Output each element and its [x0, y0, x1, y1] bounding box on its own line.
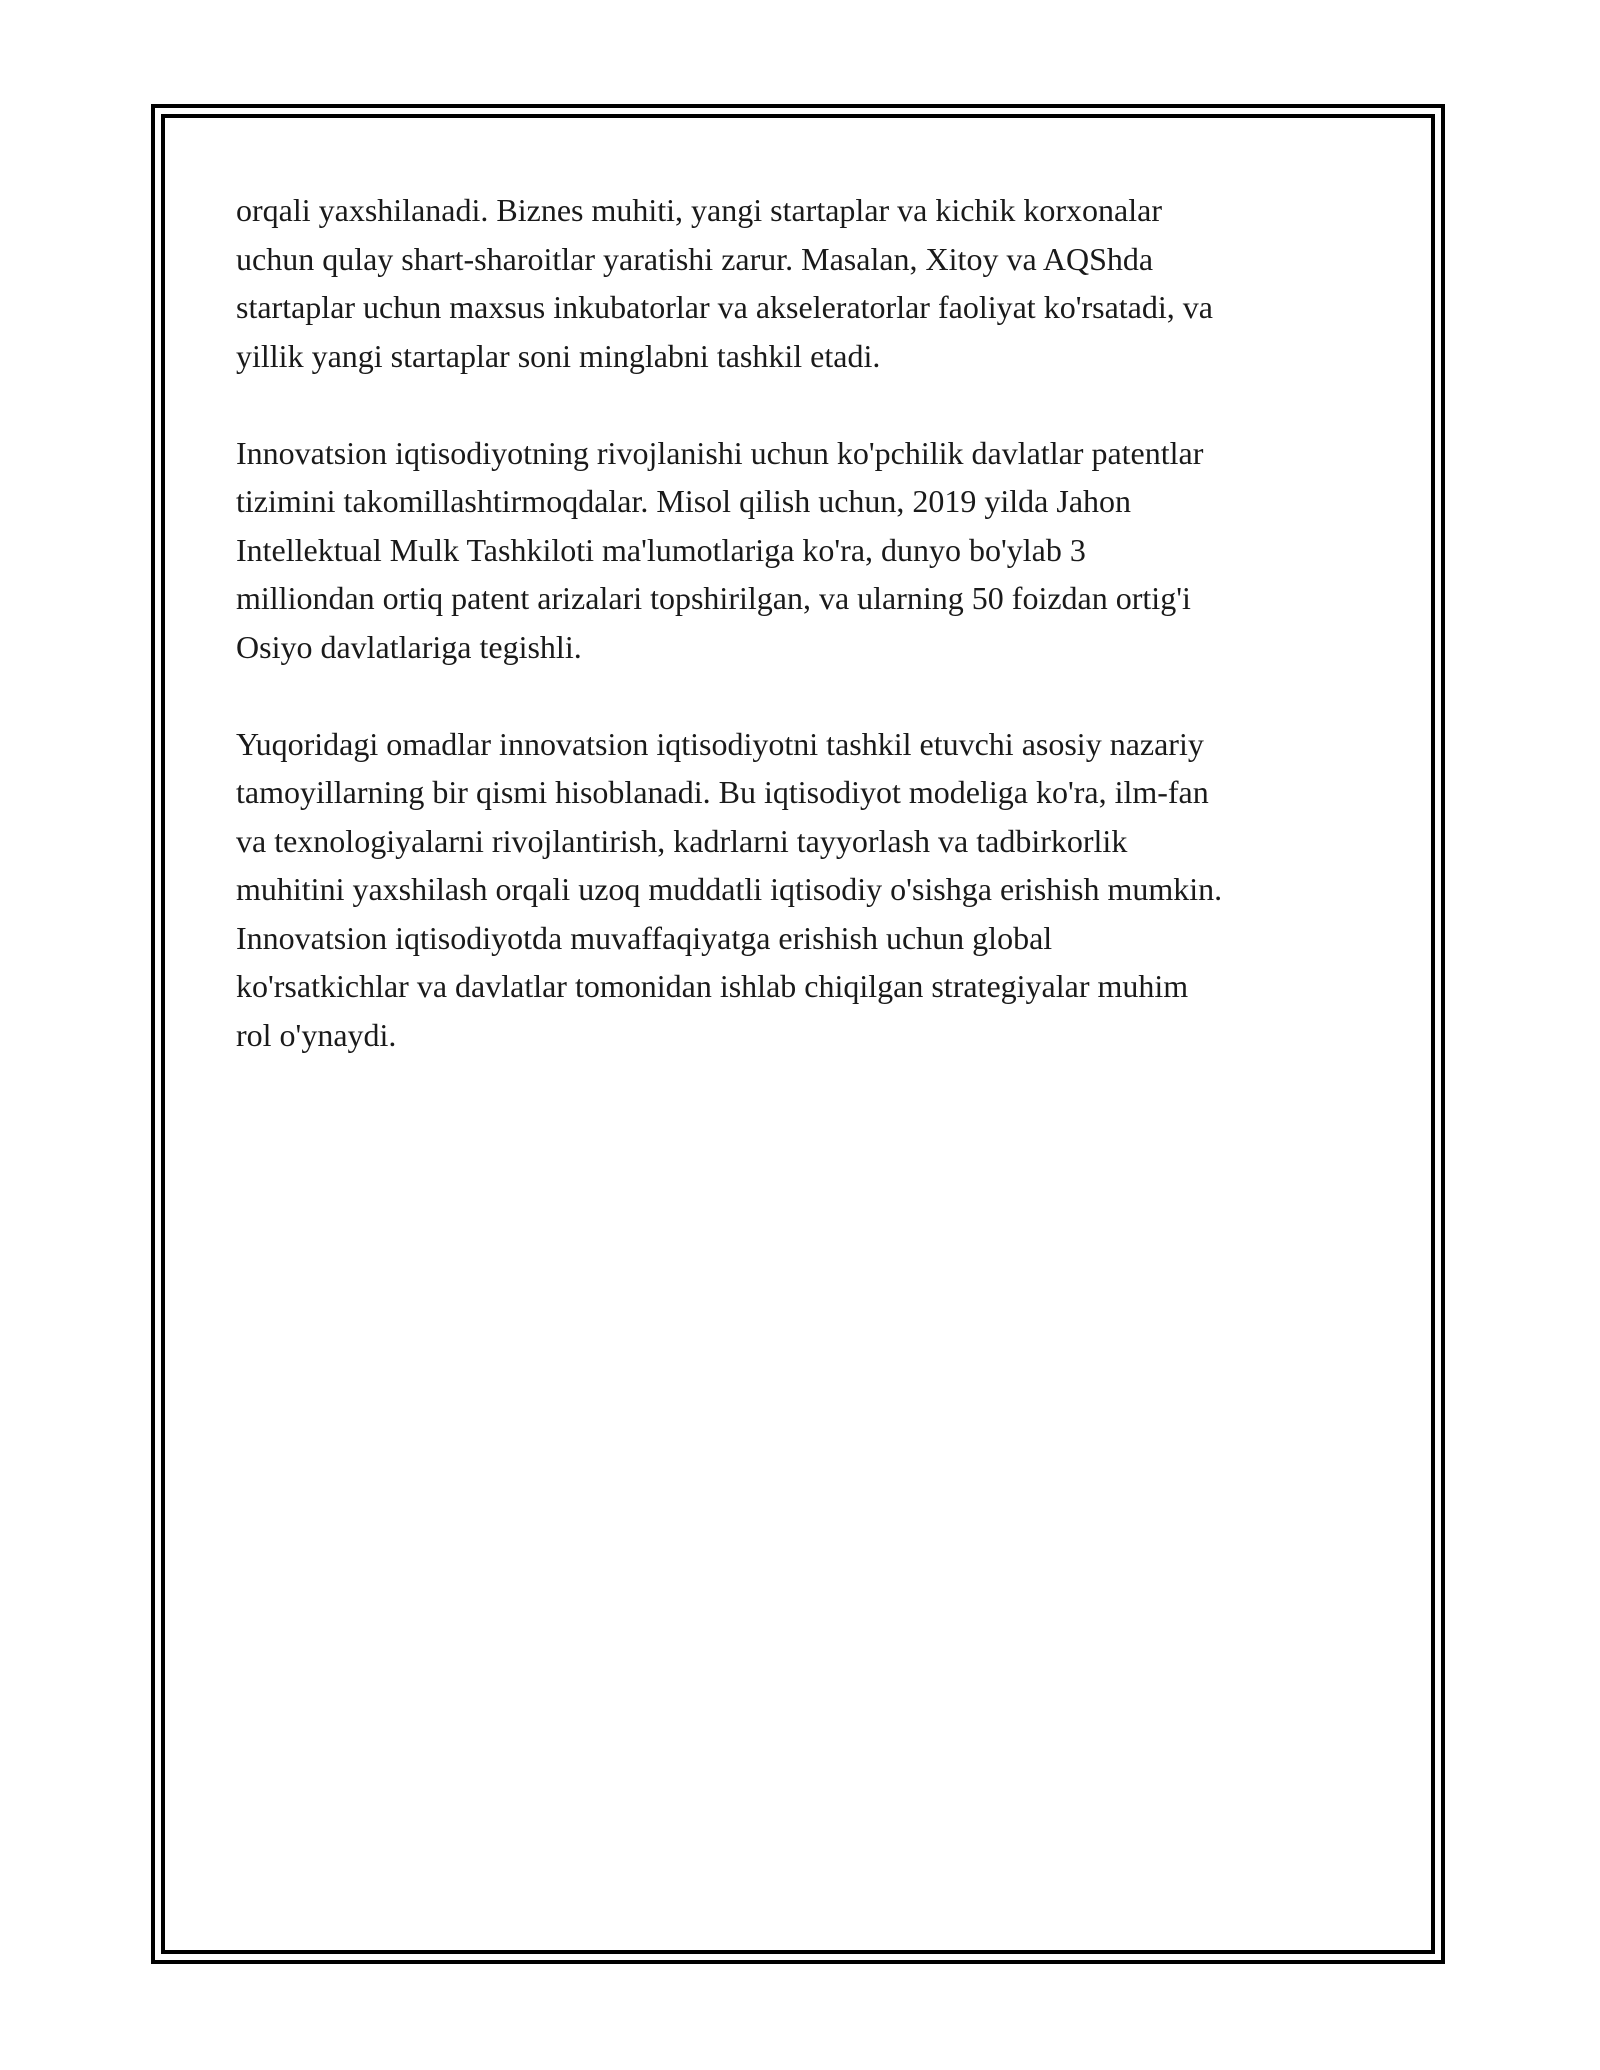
document-body — [236, 186, 1376, 1108]
paragraph-2: Innovatsion iqtisodiyotning rivojlanishi uchun ko'pchilik davlatlar patentlar tizimini takomillashtirmoqdalar. Misol qilish uchun, 2019 yilda Jahon Intellektual Mulk Tashkiloti ma'lumotlariga ko'ra, dunyo bo'ylab 3 milliondan ortiq patent arizalari topshirilgan, va ularning 50 foizdan ortig'i Osiyo davlatlariga tegishli. — [236, 434, 1204, 665]
paragraph-1: orqali yaxshilanadi. Biznes muhiti, yangi startaplar va kichik korxonalar uchun qulay shart-sharoitlar yaratishi zarur. Masalan, Xitoy va AQShda startaplar uchun maxsus inkubatorlar va akseleratorlar faoliyat ko'rsatadi, va yillik yangi startaplar soni minglabni tashkil etadi. — [236, 192, 1213, 374]
paragraph-3: Yuqoridagi omadlar innovatsion iqtisodiyotni tashkil etuvchi asosiy nazariy tamoyillarning bir qismi hisoblanadi. Bu iqtisodiyot modeliga ko'ra, ilm-fan va texnologiyalarni rivojlantirish, kadrlarni tayyorlash va tadbirkorlik muhitini yaxshilash orqali uzoq muddatli iqtisodiy o'sishga erishish mumkin. Innovatsion iqtisodiyotda muvaffaqiyatga erishish uchun global ko'rsatkichlar va davlatlar tomonidan ishlab chiqilgan strategiyalar muhim rol o'ynaydi. — [236, 725, 1223, 1053]
